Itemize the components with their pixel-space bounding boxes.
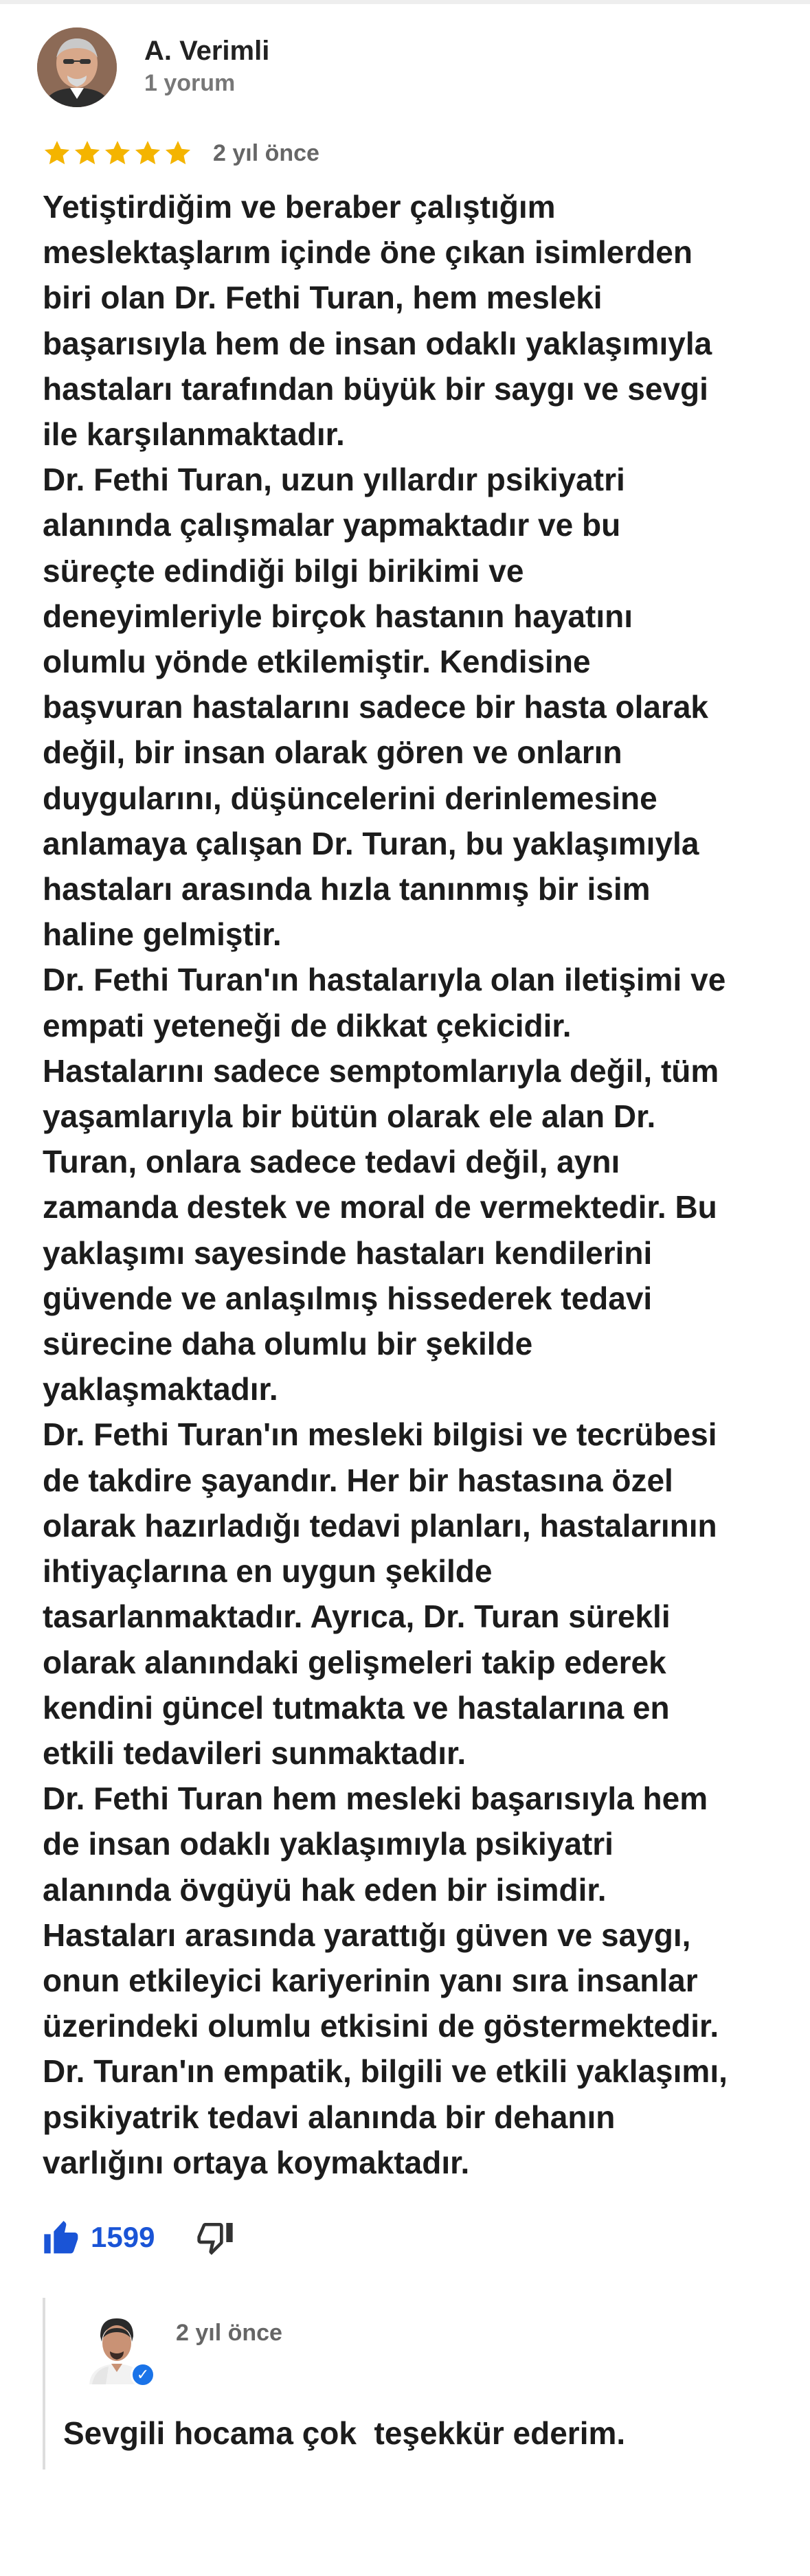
- review-body: [43, 184, 785, 2185]
- review-text-line: Dr. Fethi Turan'ın mesleki bilgisi ve tecrübesi: [43, 1416, 717, 1453]
- rating-row: [43, 136, 319, 170]
- dislike-button[interactable]: [196, 2218, 234, 2257]
- review-text-line: yaklaşımı sayesinde hastaları kendilerini: [43, 1234, 653, 1271]
- review-text-line: başvuran hastalarını sadece bir hasta olarak: [43, 689, 709, 725]
- thumbs-up-icon: [43, 2218, 81, 2257]
- review-text-line: değil, bir insan olarak gören ve onların: [43, 734, 622, 771]
- review-text-line: Dr. Fethi Turan, uzun yıllardır psikiyatri: [43, 462, 625, 498]
- review-text-line: üzerindeki olumlu etkisini de göstermektedir.: [43, 2008, 719, 2044]
- review-text-line: sürecine daha olumlu bir şekilde: [43, 1326, 533, 1362]
- star-icon: [73, 139, 102, 168]
- review-text-line: de takdire şayandır. Her bir hastasına özel: [43, 1462, 673, 1498]
- reply-text: Sevgili hocama çok teşekkür ederim.: [63, 2415, 626, 2451]
- review-time: 2 yıl önce: [213, 139, 319, 166]
- review-text-line: etkili tedavileri sunmaktadır.: [43, 1735, 466, 1771]
- reply-time: 2 yıl önce: [176, 2320, 282, 2346]
- review-actions: [43, 2213, 234, 2261]
- review-text-line: kendini güncel tutmakta ve hastalarına en: [43, 1689, 670, 1726]
- review-text-line: zamanda destek ve moral de vermektedir. Bu: [43, 1189, 717, 1225]
- star-icon: [103, 139, 132, 168]
- author-name[interactable]: A. Verimli: [144, 36, 270, 66]
- review-text-line: ile karşılanmaktadır.: [43, 416, 345, 453]
- review-text-line: de insan odaklı yaklaşımıyla psikiyatri: [43, 1826, 614, 1862]
- top-divider: [0, 0, 810, 4]
- author-review-count: 1 yorum: [144, 70, 236, 96]
- review-text-line: alanında övgüyü hak eden bir isimdir.: [43, 1871, 607, 1908]
- review-text-line: biri olan Dr. Fethi Turan, hem mesleki: [43, 280, 603, 316]
- review-text-line: güvende ve anlaşılmış hissederek tedavi: [43, 1280, 653, 1316]
- review-text-line: Yetiştirdiğim ve beraber çalıştığım: [43, 189, 556, 225]
- review-text-line: hastaları arasında hızla tanınmış bir isim: [43, 871, 651, 907]
- profile-photo-icon: [37, 27, 117, 107]
- star-icon: [133, 139, 162, 168]
- owner-reply: [43, 2298, 787, 2470]
- star-rating: [43, 139, 192, 168]
- review-text-line: Dr. Fethi Turan'ın hastalarıyla olan iletişimi ve: [43, 962, 726, 998]
- review-text-line: yaşamlarıyla bir bütün olarak ele alan Dr.: [43, 1098, 656, 1135]
- review-text-line: Turan, onlara sadece tedavi değil, aynı: [43, 1144, 620, 1180]
- review-text-line: olarak alanındaki gelişmeleri takip ederek: [43, 1644, 666, 1680]
- review-text-line: haline gelmiştir.: [43, 916, 282, 953]
- review-text-line: anlamaya çalışan Dr. Turan, bu yaklaşımıyla: [43, 825, 699, 861]
- review-text-line: onun etkileyici kariyerinin yanı sıra insanlar: [43, 1962, 698, 1998]
- review-text-line: başarısıyla hem de insan odaklı yaklaşımıyla: [43, 325, 712, 361]
- review-text-line: deneyimleriyle birçok hastanın hayatını: [43, 598, 633, 634]
- review-text-line: psikiyatrik tedavi alanında bir dehanın: [43, 2099, 616, 2135]
- review-text-line: olumlu yönde etkilemiştir. Kendisine: [43, 644, 591, 680]
- review-text-line: yaklaşmaktadır.: [43, 1371, 278, 1408]
- review-text-line: duygularını, düşüncelerini derinlemesine: [43, 780, 657, 816]
- author-avatar[interactable]: [37, 27, 117, 107]
- thumbs-down-icon: [196, 2218, 234, 2257]
- review-text-line: meslektaşlarım içinde öne çıkan isimlerden: [43, 234, 693, 271]
- review-text-line: varlığını ortaya koymaktadır.: [43, 2144, 470, 2180]
- star-icon: [164, 139, 192, 168]
- like-count: 1599: [91, 2221, 155, 2253]
- verified-check-icon: ✓: [131, 2362, 155, 2387]
- review-text-line: hastaları tarafından büyük bir saygı ve sevgi: [43, 370, 708, 407]
- review-text-line: süreçte edindiği bilgi birikimi ve: [43, 552, 524, 589]
- review-text-line: tasarlanmaktadır. Ayrıca, Dr. Turan sürekli: [43, 1598, 671, 1635]
- review-text-line: Dr. Fethi Turan hem mesleki başarısıyla hem: [43, 1781, 708, 1817]
- review-text-line: Hastaları arasında yarattığı güven ve saygı,: [43, 1917, 691, 1953]
- review-text-line: Dr. Turan'ın empatik, bilgili ve etkili yaklaşımı,: [43, 2053, 728, 2090]
- like-button[interactable]: [43, 2218, 155, 2257]
- review-text-line: alanında çalışmalar yapmaktadır ve bu: [43, 507, 621, 543]
- review-text-line: olarak hazırladığı tedavi planları, hastalarının: [43, 1507, 717, 1544]
- review-text-line: Hastalarını sadece semptomlarıyla değil, tüm: [43, 1052, 719, 1089]
- review-text-line: ihtiyaçlarına en uygun şekilde: [43, 1553, 493, 1590]
- star-icon: [43, 139, 71, 168]
- review-text-line: empati yeteneği de dikkat çekicidir.: [43, 1007, 572, 1043]
